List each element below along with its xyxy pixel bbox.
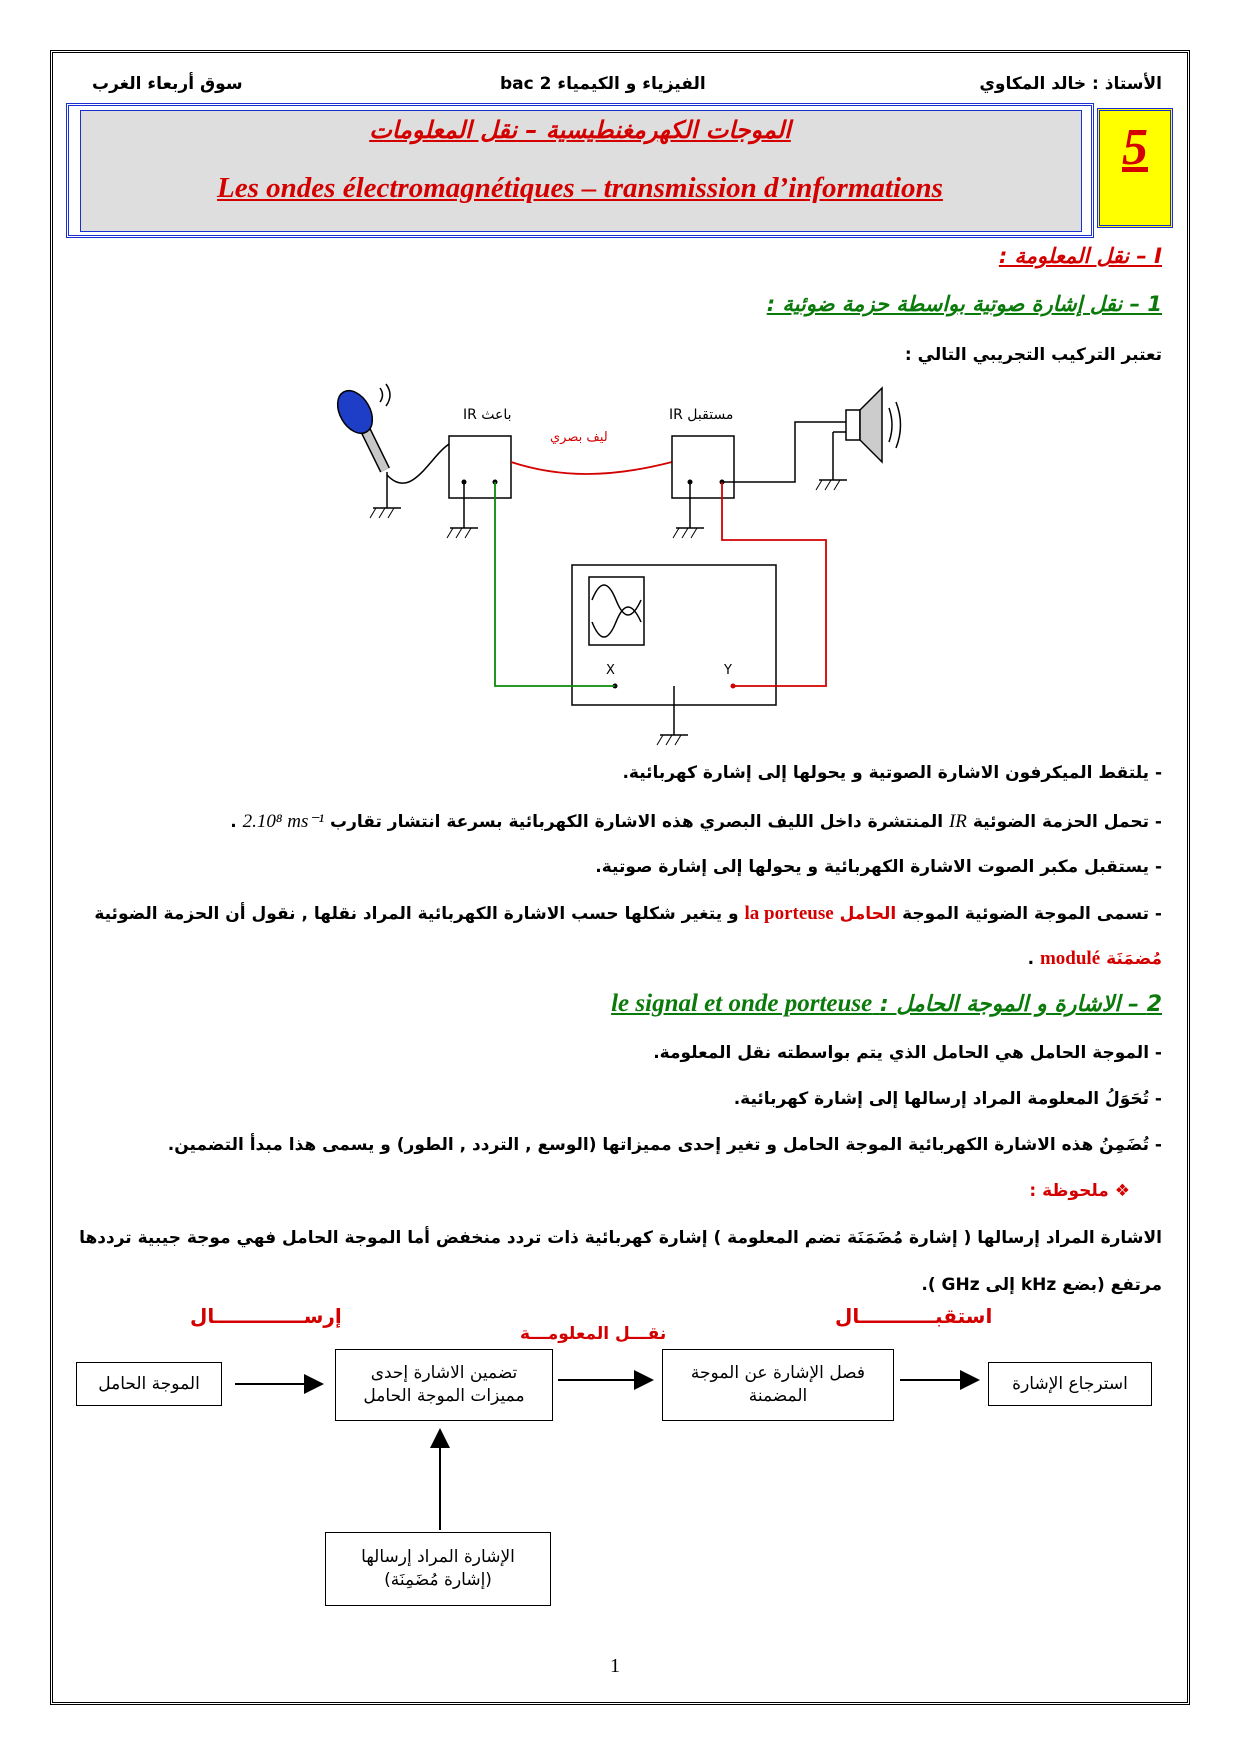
box-carrier-wave: الموجة الحامل <box>76 1362 222 1406</box>
stage-transmit: نقـــل المعلومـــة <box>520 1324 667 1344</box>
bullet-speaker: - يستقبل مكبر الصوت الاشارة الكهربائية و يحولها إلى إشارة صوتية. <box>595 857 1162 877</box>
box-demodulation: فصل الإشارة عن الموجة المضمنة <box>662 1349 894 1421</box>
fiber-label: ليف بصري <box>550 430 608 445</box>
diamond-bullet-icon: ❖ <box>1114 1181 1130 1201</box>
section-1-heading: I – نقل المعلومة : <box>998 244 1162 268</box>
box-message-signal: الإشارة المراد إرسالها (إشارة مُضَمِنَة) <box>325 1532 551 1606</box>
note-line-2: مرتفع (بضع kHz إلى GHz ). <box>921 1275 1162 1295</box>
lesson-number: 5 <box>1122 119 1148 176</box>
receiver-label: مستقبل IR <box>669 407 734 423</box>
section-2-heading: 2 – الاشارة و الموجة الحامل : le signal et onde porteuse <box>611 990 1162 1017</box>
x-input-label: X <box>606 663 615 678</box>
emitter-label: باعث IR <box>463 407 512 423</box>
note-line-1: الاشارة المراد إرسالها ( إشارة مُضَمَنَة تضم المعلومة ) إشارة كهربائية ذات تردد منخفض أما الموجة الحامل فهي موجة جيبية ترددها <box>79 1228 1162 1248</box>
carrier-definition: - الموجة الحامل هي الحامل الذي يتم بواسطته نقل المعلومة. <box>653 1043 1162 1063</box>
school-label: سوق أربعاء الغرب <box>92 74 243 94</box>
bullet-microphone: - يلتقط الميكرفون الاشارة الصوتية و يحولها إلى إشارة كهربائية. <box>622 763 1162 783</box>
note-heading: ❖ ملحوظة : <box>1029 1181 1130 1201</box>
bullet-modulated: مُضمَنَة modulé . <box>1027 948 1162 969</box>
box-signal-recovery: استرجاع الإشارة <box>988 1362 1152 1406</box>
subject-label: الفيزياء و الكيمياء 2 bac <box>500 74 706 94</box>
teacher-name: الأستاذ : خالد المكاوي <box>979 74 1162 94</box>
title-french: Les ondes électromagnétiques – transmission d’informations <box>217 172 943 204</box>
y-input-label: Y <box>724 663 732 678</box>
intro-text: تعتبر التركيب التجريبي التالي : <box>904 345 1162 365</box>
page-number: 1 <box>610 1655 620 1677</box>
stage-receive: استقبـــــــــــال <box>835 1304 993 1328</box>
modulation-principle: - تُضَمِنُ هذه الاشارة الكهربائية الموجة الحامل و تغير إحدى مميزاتها (الوسع , التردد , الطور) و يسمى هذا مبدأ التضمين. <box>167 1135 1162 1155</box>
title-arabic: الموجات الكهرمغنطيسية – نقل المعلومات <box>369 116 791 144</box>
info-conversion: - تُحَوَلُ المعلومة المراد إرسالها إلى إشارة كهربائية. <box>733 1089 1162 1109</box>
bullet-carrier: - تسمى الموجة الضوئية الموجة الحامل la porteuse و يتغير شكلها حسب الاشارة الكهربائية المراد نقلها , نقول أن الحزمة الضوئية <box>94 903 1162 924</box>
bullet-light-beam: - تحمل الحزمة الضوئية IR المنتشرة داخل الليف البصري هذه الاشارة الكهربائية بسرعة انتشار تقارب 2.10⁸ ms⁻¹ . <box>230 811 1162 832</box>
stage-send: إرســـــــــــــال <box>190 1304 342 1328</box>
subsection-1-heading: 1 – نقل إشارة صوتية بواسطة حزمة ضوئية : <box>766 292 1162 316</box>
box-modulation: تضمين الاشارة إحدى مميزات الموجة الحامل <box>335 1349 553 1421</box>
